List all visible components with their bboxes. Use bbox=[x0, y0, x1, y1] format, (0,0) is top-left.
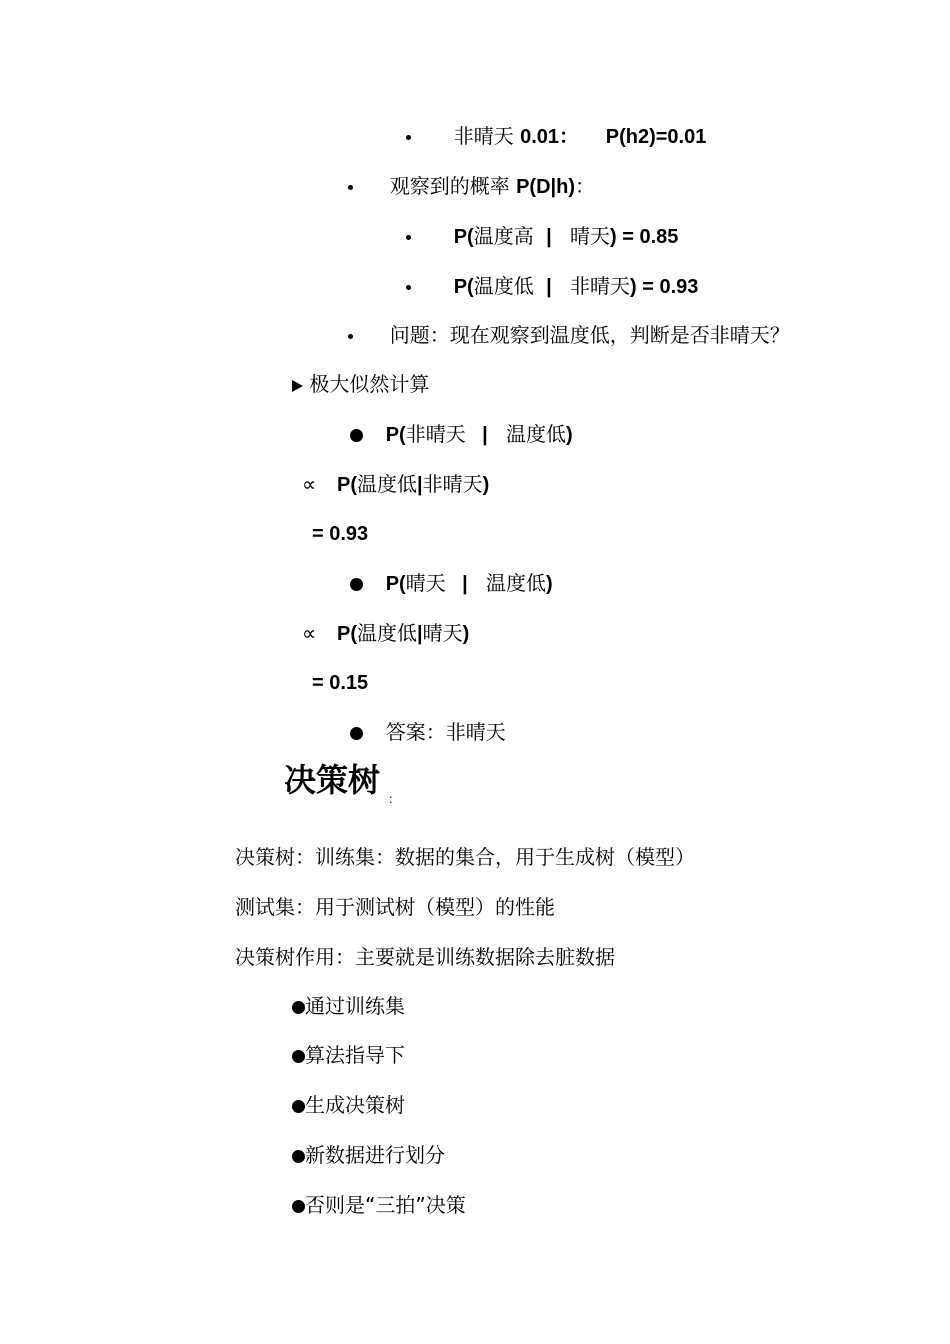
list-item-text: 否则是“三拍”决策 bbox=[305, 1193, 466, 1217]
equals-line-1: = 0.93 bbox=[312, 523, 369, 545]
term-b: 非晴天 bbox=[570, 274, 631, 298]
bullet-dot bbox=[292, 1150, 305, 1163]
term-a: 温度高 bbox=[473, 224, 534, 248]
prior-not-sunny-line bbox=[406, 122, 706, 151]
list-item-text: 算法指导下 bbox=[305, 1043, 405, 1067]
list-item-text: 通过训练集 bbox=[305, 994, 405, 1018]
bullet-dot bbox=[348, 334, 353, 339]
term-b: 晴天 bbox=[422, 621, 463, 645]
term-a: 温度低 bbox=[357, 472, 418, 496]
given-bar: | bbox=[462, 573, 468, 595]
term-b: 温度低 bbox=[506, 422, 567, 446]
equals-line-2: = 0.15 bbox=[312, 672, 369, 694]
ml-heading: 极大似然计算 bbox=[309, 372, 430, 396]
ml-heading-line bbox=[292, 370, 429, 398]
paren-open: P( bbox=[385, 424, 406, 446]
paren-open: P( bbox=[453, 276, 474, 298]
bullet-dot bbox=[350, 727, 363, 740]
list-item bbox=[292, 1191, 466, 1219]
obs-label: 观察到的概率 bbox=[389, 174, 517, 198]
heading-colon: ： bbox=[388, 792, 401, 806]
term-a: 非晴天 bbox=[405, 422, 466, 446]
paren-close: ) = 0.85 bbox=[610, 226, 679, 248]
term-b: 非晴天 bbox=[422, 472, 483, 496]
paren-close: ) bbox=[546, 573, 553, 595]
bullet-dot bbox=[348, 185, 353, 190]
list-item bbox=[292, 1091, 405, 1119]
paragraph-training-set: 决策树：训练集：数据的集合，用于生成树（模型） bbox=[235, 845, 695, 869]
prior-label: 非晴天 bbox=[453, 124, 521, 148]
term-a: 温度低 bbox=[473, 274, 534, 298]
paragraph-test-set: 测试集：用于测试树（模型）的性能 bbox=[235, 895, 555, 919]
term-b: 温度低 bbox=[486, 571, 547, 595]
bullet-dot bbox=[406, 235, 411, 240]
proportional-symbol: ∝ bbox=[302, 621, 317, 645]
term-a: 温度低 bbox=[357, 621, 418, 645]
list-item-text: 生成决策树 bbox=[305, 1093, 405, 1117]
given-bar: | bbox=[546, 276, 552, 298]
obs-formula: P(D|h) bbox=[516, 176, 575, 198]
proportional-symbol: ∝ bbox=[302, 472, 317, 496]
term-a: 晴天 bbox=[405, 571, 446, 595]
bullet-dot bbox=[406, 285, 411, 290]
bullet-dot bbox=[406, 135, 411, 140]
prob-high-temp-line bbox=[406, 222, 678, 251]
bullet-dot bbox=[292, 1001, 305, 1014]
proportional-line-2 bbox=[302, 619, 469, 648]
given-bar: | bbox=[482, 424, 488, 446]
list-item bbox=[292, 1041, 405, 1069]
paren-open: P( bbox=[337, 474, 358, 496]
paren-open: P( bbox=[385, 573, 406, 595]
answer-text: 答案：非晴天 bbox=[385, 720, 506, 744]
arrow-bullet-icon bbox=[292, 380, 303, 392]
answer-line bbox=[350, 718, 506, 746]
paren-close: ) bbox=[566, 424, 573, 446]
given-bar: | bbox=[417, 474, 423, 496]
bullet-dot bbox=[350, 578, 363, 591]
term-b: 晴天 bbox=[570, 224, 611, 248]
calc-sunny-line bbox=[350, 569, 553, 598]
list-item bbox=[292, 1141, 445, 1169]
list-item bbox=[292, 992, 405, 1020]
paren-close: ) bbox=[462, 623, 470, 645]
paren-open: P( bbox=[337, 623, 358, 645]
bullet-dot bbox=[292, 1100, 305, 1113]
bullet-dot bbox=[292, 1050, 305, 1063]
calc-not-sunny-line bbox=[350, 420, 573, 449]
given-bar: | bbox=[546, 226, 552, 248]
paragraph-purpose: 决策树作用：主要就是训练数据除去脏数据 bbox=[235, 945, 615, 969]
question-text: 问题：现在观察到温度低，判断是否非晴天？ bbox=[389, 323, 790, 347]
given-bar: | bbox=[417, 623, 423, 645]
list-item-text: 新数据进行划分 bbox=[305, 1143, 445, 1167]
obs-colon: ： bbox=[575, 174, 595, 198]
prior-formula: P(h2)=0.01 bbox=[605, 126, 707, 148]
proportional-line-1 bbox=[302, 470, 489, 499]
question-line bbox=[348, 321, 790, 349]
paren-open: P( bbox=[453, 226, 474, 248]
prior-value: 0.01： bbox=[520, 126, 580, 148]
prob-low-temp-line bbox=[406, 272, 698, 301]
decision-tree-heading: 决策树 bbox=[284, 761, 381, 799]
bullet-dot bbox=[350, 429, 363, 442]
paren-close: ) bbox=[482, 474, 490, 496]
bullet-dot bbox=[292, 1200, 305, 1213]
paren-close: ) = 0.93 bbox=[630, 276, 699, 298]
obs-prob-line bbox=[348, 172, 595, 201]
